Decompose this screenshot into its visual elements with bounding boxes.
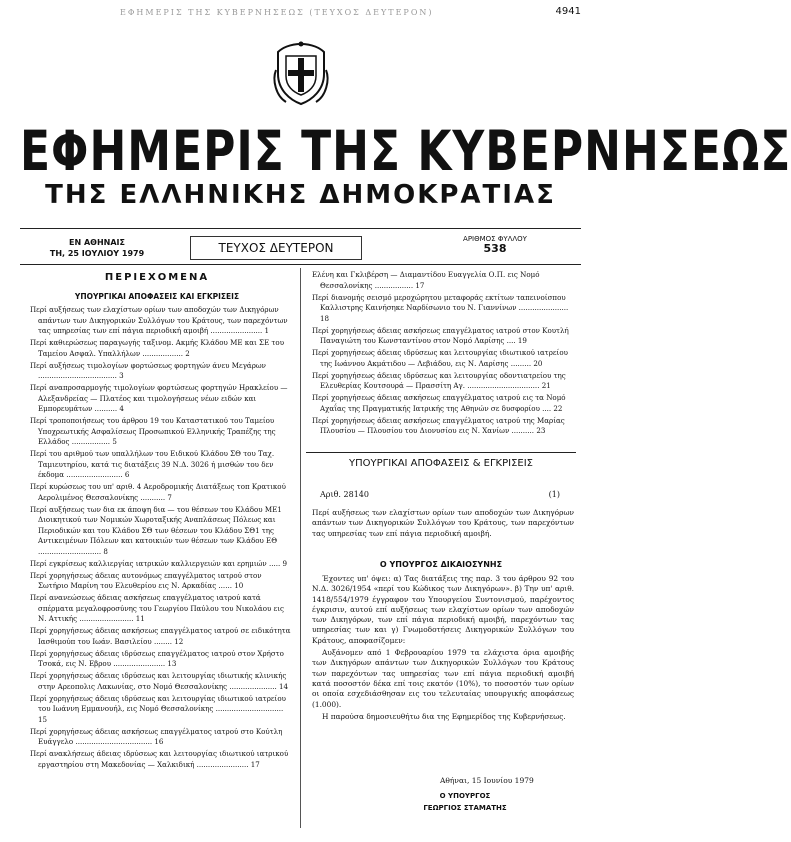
toc-item[interactable]: Περί διανομής σεισμό μεροχώρητου μεταφοράς εκτίτων ταπεινοίσπου Καλλιστρης Καινήσηκε Ναρδίσωνιο του Ν. Γιαννίνων ...................... 18 — [312, 292, 569, 323]
gazette-title: ΕΦΗΜΕΡΙΣ ΤΗΣ ΚΥΒΕΡΝΗΣΕΩΣ — [20, 120, 791, 184]
toc-item[interactable]: Περί του αριθμού των υπαλλήλων του Ειδικού Κλάδου ΣΘ του Ταχ. Ταμιευτηρίου, κατά τις διατάξεις 39 Ν.Δ. 3026 ή μισθών του δεν έκδομα ......................... 6 — [30, 449, 275, 479]
issue-label-box: ΤΕΥΧΟΣ ΔΕΥΤΕΡΟΝ — [190, 236, 362, 260]
toc-item[interactable]: Περί χορηγήσεως άδειας ιδρύσεως και λειτουργίας ιδιωτικού ιατρείου της Ιωάννου Ακμάτιδου — Λεβιάδου, εις Ν. Λαρίσης ......... 20 — [312, 348, 568, 368]
coat-of-arms-icon — [272, 40, 330, 108]
place-date: Αθήναι, 15 Ιουνίου 1979 — [440, 776, 534, 785]
gazette-subtitle: ΤΗΣ ΕΛΛΗΝΙΚΗΣ ΔΗΜΟΚΡΑΤΙΑΣ — [45, 180, 556, 210]
body-paragraph: Αυξάνομεν από 1 Φεβρουαρίου 1979 τα ελάχιστα όρια αμοιβής των Δικηγόρων απάντων των Δικηγορικών Συλλόγων του Κράτους των παρεχόντων τας υπηρεσίας των επί πάγια περιοδική αμοιβή κατά ποσοστόν δέκα επί τοις εκατόν (10%), το ποσοστόν των ορίων οι οποία εσχεδιάσθησαν εις του τελευταίας υπουργικής αποφάσεως (1.000). — [312, 648, 574, 709]
minister-heading: Ο ΥΠΟΥΡΓΟΣ ΔΙΚΑΙΟΣΥΝΗΣ — [379, 560, 503, 569]
toc-item[interactable]: Περί αυξήσεως των δια εκ άποψη δια — του θέσεων του Κλάδου ΜΕ1 Διοικητικού των Νομικών Χωροταξικής Αναπλάσεως Πόλεως και Περιοδικών και του Κλάδου ΣΘ των θέσεων του Κλάδου ΣΘ1 της Αντικειμένων Πόλεων και κατοικιών των θέσεων των Κλάδου ΕΘ ............................ 8 — [30, 504, 282, 556]
toc-item[interactable]: Περί χορηγήσεως άδειας ιδρύσεως και λειτουργίας ιδιωτικής κλινικής στην Αρεοπολις Λακωνίας, στο Νομό Θεσσαλονίκης ..................... 14 — [30, 671, 289, 691]
toc-item[interactable]: Περί χορηγήσεως άδειας ασκήσεως επαγγέλματος ιατρού σε ειδικότητα Ιασθιμούπ του Ιωάν. Βασιλείου ........ 12 — [30, 626, 291, 646]
decisions-heading: ΥΠΟΥΡΓΙΚΑΙ ΑΠΟΦΑΣΕΙΣ & ΕΓΚΡΙΣΕΙΣ — [348, 458, 534, 469]
header-rule-top — [20, 228, 581, 229]
decision-body — [312, 574, 574, 724]
sheet-number: 538 — [483, 242, 507, 255]
toc-right — [312, 270, 574, 448]
toc-item[interactable]: Περί αυξήσεως τιμολογίων φορτώσεως φορτηγών άνευ Μεγάρων ................................... 3 — [30, 360, 266, 380]
toc-item[interactable]: Περί χορηγήσεως άδειας ιδρύσεως και λειτουργίας ιδιωτικού ιατρείου του Ιωάννη Εμμανουήλ, εις Νομό Θεσσαλονίκης .............................. 15 — [30, 693, 286, 724]
sheet-label: ΑΡΙΘΜΟΣ ΦΥΛΛΟΥ — [463, 235, 527, 243]
header-rule-bottom — [20, 264, 581, 265]
date-block — [22, 237, 172, 259]
body-paragraph: Η παρούσα δημοσιευθήτω δια της Εφημερίδος της Κυβερνήσεως. — [322, 711, 566, 721]
page-number: 4941 — [555, 6, 581, 17]
toc-item[interactable]: Περί χορηγήσεως άδειας ιδρύσεως επαγγέλματος ιατρού στον Χρήστο Τσοκά, εις Ν. Εβρου ....................... 13 — [30, 648, 284, 668]
section-rule — [306, 452, 576, 453]
body-paragraph: Έχοντες υπ' όψει: α) Τας διατάξεις της παρ. 3 του άρθρου 92 του Ν.Δ. 3026/1954 «περί του Κώδικος των Δικηγόρων». β) Την υπ' αριθ. 1418/554/1979 έγγραφον του Υπουργείου Συντονισμού, παρέχοντος έγκρισιν, αυτού επί αυξήσεως των ελαχίστων ορίων των αποδοχών των Δικηγόρων, των επί πάγια περιοδική αμοιβή, παρεχόντων τας υπηρεσίας των και γ) Γνωμοδοτήσεις Δικηγορικών Συλλόγων του Κράτους, αποφασίζομεν: — [312, 574, 574, 645]
toc-item[interactable]: Περί χορηγήσεως άδειας ιδρύσεως και λειτουργίας οδοντιατρείου της Ελευθερίας Κουτσουρά — Πρασσίτη Αγ. ................................ 21 — [312, 370, 566, 390]
toc-item[interactable]: Περί κυρώσεως του υπ' αριθ. 4 Αεροδρομικής Διατάξεως τοπ Κρατικού Αερολιμένος Θεσσαλονίκης ........... 7 — [30, 482, 286, 502]
issue-date: ΤΗ, 25 ΙΟΥΛΙΟΥ 1979 — [49, 249, 145, 258]
toc-item[interactable]: Περί χορηγήσεως άδειας αυτονόμως επαγγέλματος ιατρού στον Σωτήριο Μαρίνη του Ελευθερίου εις Ν. Αρκαδίας ...... 10 — [30, 570, 262, 590]
toc-left — [30, 305, 292, 830]
toc-item[interactable]: Περί τροποποιήσεως του άρθρου 19 του Καταστατικού του Ταμείου Υποχρεωτικής Ασφαλίσεως Προσωπικού Ελληνικής Τραπέζης της Ελλάδος ................. 5 — [30, 416, 276, 446]
toc-item[interactable]: Περί χορηγήσεως άδειας ασκήσεως επαγγέλματος ιατρού εις τα Νομό Αχαΐας της Πραγματικής Ιατρικής της Αθηνών σε δυσφορίου .... 22 — [312, 393, 566, 413]
toc-item[interactable]: Περί εγκρίσεως καλλιεργίας ιατρικών καλλιεργειών και ερημιών ..... 9 — [30, 558, 288, 568]
contents-subheading: ΥΠΟΥΡΓΙΚΑΙ ΑΠΟΦΑΣΕΙΣ ΚΑΙ ΕΓΚΡΙΣΕΙΣ — [74, 292, 240, 301]
decision-summary — [312, 508, 574, 541]
decision-reference: Αριθ. 28140 — [320, 490, 369, 499]
toc-item[interactable]: Περί χορηγήσεως άδειας ασκήσεως επαγγέλματος ιατρού της Μαρίας Πλουσίου — Πλουσίου του Διονυσίου εις Ν. Χανίων .......... 23 — [312, 415, 565, 435]
signature-title: Ο ΥΠΟΥΡΓΟΣ — [439, 792, 491, 800]
sheet-number-block — [430, 234, 560, 254]
signature-name: ΓΕΩΡΓΙΟΣ ΣΤΑΜΑΤΗΣ — [423, 804, 507, 812]
toc-item[interactable]: Περί καθιερώσεως παραγωγής ταξινομ. Ακμής Κλάδου ΜΕ και ΣΕ του Ταμείου Ασφαλ. Υπαλλήλων .................. 2 — [30, 338, 285, 358]
decision-number: (1) — [548, 490, 560, 499]
toc-item[interactable]: Ελένη και Γκλιβέρση — Διαμαντίδου Ευαγγελία Ο.Π. εις Νομό Θεσσαλονίκης ................. 17 — [312, 270, 540, 290]
city-label: ΕΝ ΑΘΗΝΑΙΣ — [69, 238, 125, 247]
toc-item[interactable]: Περί χορηγήσεως άδειας ασκήσεως επαγγέλματος ιατρού στο Κούτλη Ευάγγελο .................................. 16 — [30, 726, 283, 746]
toc-item[interactable]: Περί ανανεώσεως άδειας ασκήσεως επαγγέλματος ιατρού κατά σπέρματα μεγαλοφροσύνης του Γεωργίου Παύλου του Νικολάου εις Ν. Αττικής ........................ 11 — [30, 593, 284, 623]
toc-item[interactable]: Περί αναπροσαρμογής τιμολογίων φορτώσεως φορτηγών Ηρακλείου — Αλεξανδρείας — Πλατέος και τιμολογήσεως νέων ειδών και Εμπορευμάτων .......... 4 — [30, 383, 288, 413]
top-strip: ΕΦΗΜΕΡΙΣ ΤΗΣ ΚΥΒΕΡΝΗΣΕΩΣ (ΤΕΥΧΟΣ ΔΕΥΤΕΡΟΝ) — [120, 8, 434, 17]
contents-heading: ΠΕΡΙΕΧΟΜΕΝΑ — [104, 272, 210, 283]
toc-item[interactable]: Περί χορηγήσεως άδειας ασκήσεως επαγγέλματος ιατρού στον Κουτλή Παναγιώτη του Κωνσταντίνου στον Νομό Λαρίσης .... 19 — [312, 325, 569, 345]
toc-item[interactable]: Περί ανακλήσεως άδειας ιδρύσεως και λειτουργίας ιδιωτικού ιατρικού εργαστηρίου στη Μακεδονίας — Χαλκιδική ....................... 17 — [30, 749, 289, 769]
summary-text: Περί αυξήσεως των ελαχίστων ορίων των αποδοχών των Δικηγόρων απάντων των Δικηγορικών Συλλόγων του Κράτους, των παρεχόντων τας υπηρεσίας των επί πάγια περιοδική αμοιβή. — [312, 508, 574, 538]
toc-item[interactable]: Περί αυξήσεως των ελαχίστων ορίων των αποδοχών των Δικηγόρων απάντων των Δικηγορικών Συλλόγων του Κράτους, των παρεχόντων τας υπηρεσίας των επί πάγια περιοδική αμοιβή ....................... 1 — [30, 305, 288, 335]
column-divider — [300, 268, 301, 828]
